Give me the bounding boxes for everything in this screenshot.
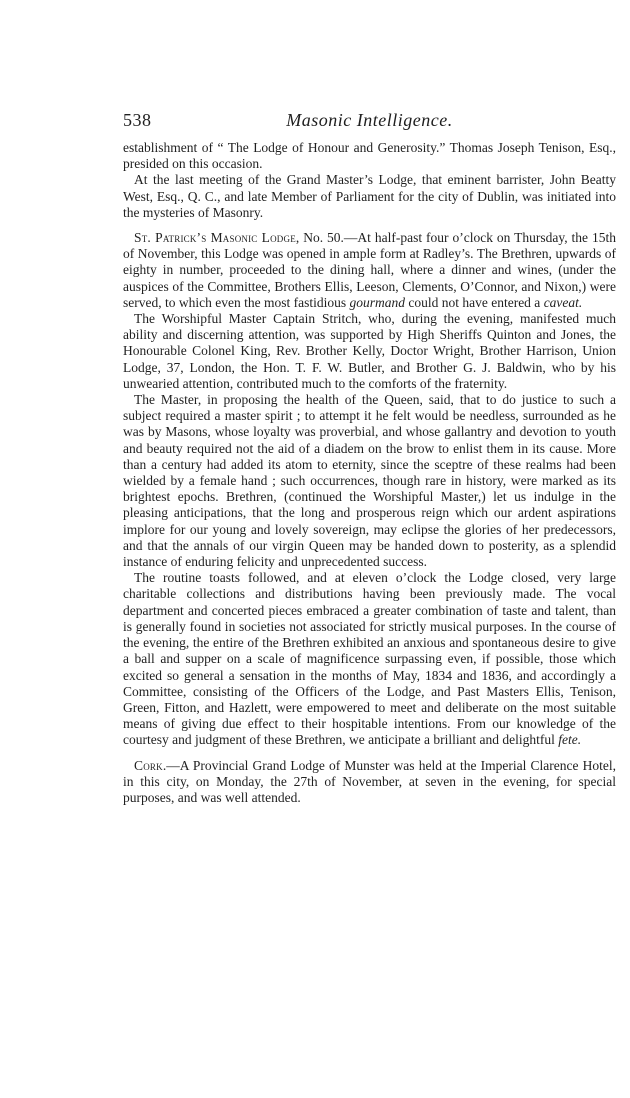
paragraph-text: At the last meeting of the Grand Master’s Lodge, that eminent barrister, John Beatty West, Esq., Q. C., and late Member of Parliament for the city of Dublin, was initiated into the mysteries of Masonry. bbox=[123, 172, 616, 220]
italic-word: gourmand bbox=[349, 294, 405, 310]
running-head bbox=[123, 110, 616, 140]
paragraph-text: The Master, in proposing the health of the Queen, said, that to do justice to such a subject required a master spirit ; to attempt it he felt would be needless, surrounded as he was by Masons, whose loyalty was proverbial, and whose gallantry and devotion to youth and beauty required not the aid of a diadem on the brow to enlist them in its cause. More than a century had added its atom to eternity, since the sceptre of these realms had been wielded by a female hand ; such occurrences, though rare in history, were marked as its brightest epochs. Brethren, (continued the Worshipful Master,) let us indulge in the pleasing anticipations, that the long and prosperous reign which our ardent aspirations implore for our young and lovely sovereign, may eclipse the glories of her predecessors, and that the annals of our virgin Queen may be handed down to posterity, as a splendid instance of enduring felicity and unprecedented success. bbox=[123, 392, 616, 570]
paragraph-st-patricks-lodge bbox=[123, 230, 616, 311]
italic-word: caveat. bbox=[543, 294, 583, 310]
paragraph-cork bbox=[123, 758, 616, 807]
book-page bbox=[123, 110, 616, 806]
paragraph-lodge-of-honour bbox=[123, 140, 616, 172]
paragraph-queen-toast bbox=[123, 392, 616, 570]
paragraph-grand-masters-lodge bbox=[123, 172, 616, 221]
paragraph-text: , No. 50.—At half-past four o’clock on Thursday, the 15th of November, this Lodge was opened in ample form at Radley’s. The Brethren, upwards of eighty in number, proceeded to the dining hall, where a dinner and wines, (under the auspices of the Committee, Brothers Ellis, Leeson, Clements, O’Connor, and Nixon,) were served, to which even the most fastidious bbox=[123, 230, 616, 310]
section-lead-st-patricks: St. Patrick’s Masonic Lodge bbox=[134, 230, 296, 246]
paragraph-text: establishment of “ The Lodge of Honour and Generosity.” Thomas Joseph Tenison, Esq., presided on this occasion. bbox=[123, 140, 616, 172]
paragraph-text: The routine toasts followed, and at eleven o’clock the Lodge closed, very large charitable collections and distributions having been previously made. The vocal department and concerted pieces embraced a greater combination of taste and talent, than is generally found in societies not associated for strictly musical purposes. In the course of the evening, the entire of the Brethren exhibited an anxious and spontaneous desire to give a ball and supper on a scale of magnificence surpassing even, if possible, those which excited so general a sensation in the months of May, 1834 and 1836, and accordingly a Committee, consisting of the Officers of the Lodge, and Past Masters Ellis, Tenison, Green, Fitton, and Hazlett, were empowered to meet and deliberate on the most suitable means of giving due effect to their hospitable intentions. From our knowledge of the courtesy and judgment of these Brethren, we anticipate a brilliant and delightful bbox=[123, 570, 616, 748]
page-number: 538 bbox=[123, 110, 152, 130]
paragraph-worshipful-master bbox=[123, 311, 616, 392]
paragraph-routine-toasts bbox=[123, 570, 616, 748]
paragraph-text: .—A Provincial Grand Lodge of Munster was held at the Imperial Clarence Hotel, in this city, on Monday, the 27th of November, at seven in the evening, for special purposes, and was well attended. bbox=[123, 757, 616, 805]
paragraph-text: The Worshipful Master Captain Stritch, who, during the evening, manifested much ability and discerning attention, was supported by High Sheriffs Quinton and Jones, the Honourable Colonel King, Rev. Brother Kelly, Doctor Wright, Brother Harrison, Union Lodge, 37, London, the Hon. T. F. W. Butler, and Brother G. J. Baldwin, who by his unwearied attention, contributed much to the comforts of the fraternity. bbox=[123, 311, 616, 391]
body-text bbox=[123, 140, 616, 806]
section-lead-cork: Cork bbox=[134, 757, 163, 773]
italic-word: fete. bbox=[558, 732, 582, 748]
paragraph-text-after: could not have entered a bbox=[404, 294, 544, 310]
running-title: Masonic Intelligence. bbox=[286, 110, 453, 130]
